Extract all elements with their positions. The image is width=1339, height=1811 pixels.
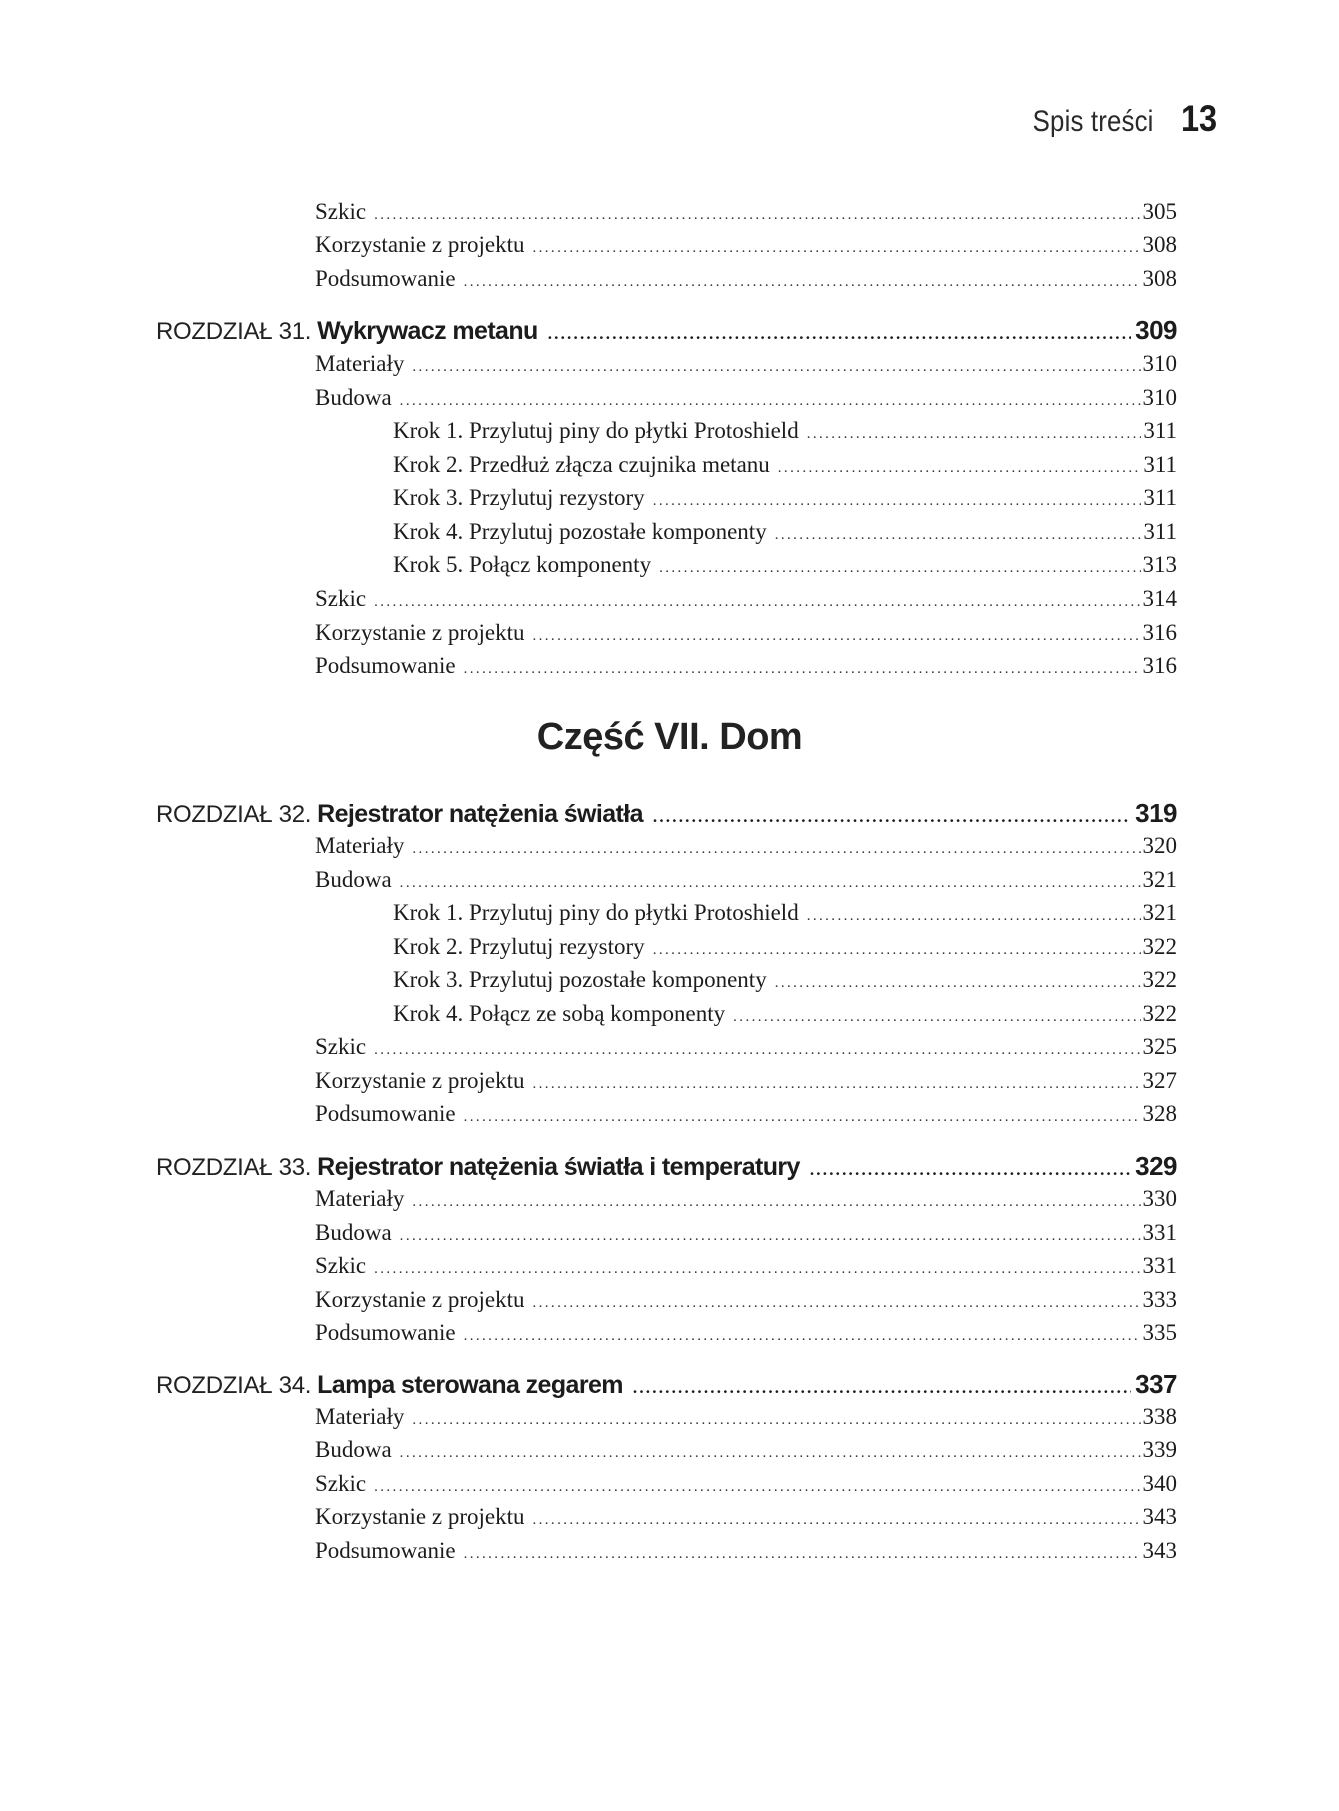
toc-entry-label: Korzystanie z projektu	[315, 1504, 525, 1529]
dot-leader	[778, 453, 1142, 483]
part-title: Część VII. Dom	[536, 716, 803, 758]
chapter-number: ROZDZIAŁ 33.	[156, 1154, 312, 1181]
toc-entry-label: Podsumowanie	[315, 653, 456, 678]
dot-leader	[464, 654, 1141, 684]
toc-entry-page: 320	[1142, 833, 1177, 858]
toc-entry-page: 343	[1142, 1538, 1177, 1563]
toc-entry	[315, 1066, 1177, 1099]
dot-leader	[400, 868, 1141, 898]
dot-leader	[653, 486, 1142, 516]
toc-entry-label: Materiały	[315, 1404, 405, 1429]
dot-leader	[374, 1035, 1140, 1065]
dot-leader	[653, 935, 1141, 965]
dot-leader	[400, 386, 1141, 416]
toc-entry-label: Podsumowanie	[315, 1538, 456, 1563]
dot-leader	[775, 520, 1142, 550]
toc-entry-page: 311	[1143, 418, 1177, 443]
toc-step-entry	[393, 965, 1177, 998]
toc-entry	[315, 197, 1177, 230]
toc-entry	[315, 349, 1177, 382]
toc-entry-label: Korzystanie z projektu	[315, 620, 525, 645]
dot-leader	[374, 587, 1140, 617]
toc-entry-page: 335	[1142, 1320, 1177, 1345]
toc-entry-label: Szkic	[315, 1253, 367, 1278]
toc-entry-label: Budowa	[315, 385, 392, 410]
toc-entry-label: Szkic	[315, 586, 367, 611]
chapter-heading-31	[156, 313, 1177, 351]
dot-leader	[807, 901, 1141, 931]
toc-entry-page: 311	[1143, 452, 1177, 477]
dot-leader	[400, 1438, 1141, 1468]
toc-entry-page: 316	[1142, 620, 1177, 645]
toc-entry-label: Materiały	[315, 351, 405, 376]
toc-entry-page: 343	[1142, 1504, 1177, 1529]
toc-entry-label: Krok 5. Połącz komponenty	[393, 552, 652, 577]
toc-entry-page: 333	[1142, 1287, 1177, 1312]
toc-entry	[315, 651, 1177, 684]
toc-entry	[315, 1536, 1177, 1569]
toc-entry-label: Korzystanie z projektu	[315, 1068, 525, 1093]
toc-entry-page: 322	[1142, 934, 1177, 959]
dot-leader	[374, 1254, 1140, 1284]
dot-leader	[532, 233, 1140, 263]
dot-leader	[810, 1153, 1131, 1187]
toc-entry-label: Krok 3. Przylutuj rezystory	[393, 485, 645, 510]
toc-entry-page: 311	[1143, 519, 1177, 544]
toc-entry-label: Materiały	[315, 1186, 405, 1211]
toc-entry	[315, 1402, 1177, 1435]
dot-leader	[464, 267, 1141, 297]
chapter-number: ROZDZIAŁ 34.	[156, 1372, 312, 1399]
toc-entry-label: Podsumowanie	[315, 1320, 456, 1345]
toc-step-entry	[393, 898, 1177, 931]
dot-leader	[464, 1321, 1141, 1351]
toc-entry	[315, 865, 1177, 898]
toc-entry-page: 328	[1142, 1101, 1177, 1126]
toc-entry-page: 330	[1142, 1186, 1177, 1211]
toc-entry	[315, 264, 1177, 297]
dot-leader	[374, 1472, 1140, 1502]
toc-step-entry	[393, 932, 1177, 965]
toc-entry-page: 305	[1142, 199, 1177, 224]
toc-entry-label: Krok 3. Przylutuj pozostałe komponenty	[393, 967, 767, 992]
toc-entry-label: Szkic	[315, 199, 367, 224]
chapter-number: ROZDZIAŁ 31.	[156, 318, 312, 345]
toc-entry-page: 314	[1142, 586, 1177, 611]
toc-entry-page: 321	[1142, 900, 1177, 925]
running-head	[1013, 98, 1217, 140]
toc-entry-label: Podsumowanie	[315, 266, 456, 291]
chapter-number: ROZDZIAŁ 32.	[156, 801, 312, 828]
toc-entry	[315, 1032, 1177, 1065]
toc-entry	[315, 383, 1177, 416]
toc-entry-page: 322	[1142, 1001, 1177, 1026]
toc-entry	[315, 584, 1177, 617]
dot-leader	[775, 968, 1141, 998]
toc-entry-label: Budowa	[315, 867, 392, 892]
toc-entry-page: 310	[1142, 351, 1177, 376]
toc-step-entry	[393, 483, 1177, 516]
toc-entry	[315, 1285, 1177, 1318]
dot-leader	[412, 1405, 1140, 1435]
toc-entry	[315, 1502, 1177, 1535]
dot-leader	[412, 1187, 1140, 1217]
toc-entry-page: 311	[1143, 485, 1177, 510]
toc-entry-page: 308	[1142, 232, 1177, 257]
chapter-page: 309	[1135, 315, 1177, 345]
running-head-title: Spis treści	[1032, 105, 1154, 138]
toc-entry	[315, 1251, 1177, 1284]
dot-leader	[653, 800, 1131, 834]
toc-entry-label: Krok 1. Przylutuj piny do płytki Protoshield	[393, 900, 799, 925]
toc-entry-page: 316	[1142, 653, 1177, 678]
chapter-page: 329	[1135, 1151, 1177, 1181]
toc-entry-page: 327	[1142, 1068, 1177, 1093]
toc-entry-page: 321	[1142, 867, 1177, 892]
toc-step-entry	[393, 550, 1177, 583]
dot-leader	[400, 1221, 1141, 1251]
toc-entry-page: 325	[1142, 1034, 1177, 1059]
toc-step-entry	[393, 450, 1177, 483]
toc-entry	[315, 1469, 1177, 1502]
toc-entry-label: Materiały	[315, 833, 405, 858]
dot-leader	[532, 1288, 1140, 1318]
page-number: 13	[1180, 98, 1217, 139]
toc-entry-page: 310	[1142, 385, 1177, 410]
dot-leader	[412, 834, 1140, 864]
chapter-title: Rejestrator natężenia światła	[317, 800, 643, 828]
toc-entry-page: 313	[1142, 552, 1177, 577]
chapter-title: Lampa sterowana zegarem	[317, 1371, 623, 1399]
toc-entry-label: Budowa	[315, 1220, 392, 1245]
dot-leader	[633, 1371, 1131, 1405]
toc-entry-label: Krok 4. Połącz ze sobą komponenty	[393, 1001, 726, 1026]
chapter-page: 337	[1135, 1369, 1177, 1399]
toc-entry	[315, 1099, 1177, 1132]
dot-leader	[807, 419, 1142, 449]
toc-entry	[315, 1184, 1177, 1217]
toc-entry-page: 322	[1142, 967, 1177, 992]
toc-entry-label: Szkic	[315, 1034, 367, 1059]
toc-entry-label: Krok 2. Przedłuż złącza czujnika metanu	[393, 452, 770, 477]
toc-entry	[315, 1318, 1177, 1351]
chapter-heading-32	[156, 796, 1177, 834]
toc-entry-label: Podsumowanie	[315, 1101, 456, 1126]
dot-leader	[548, 317, 1131, 351]
toc-entry	[315, 618, 1177, 651]
toc-entry-page: 308	[1142, 266, 1177, 291]
dot-leader	[532, 1069, 1140, 1099]
toc-entry	[315, 1435, 1177, 1468]
toc-entry	[315, 831, 1177, 864]
toc-entry-label: Krok 1. Przylutuj piny do płytki Protoshield	[393, 418, 799, 443]
toc-step-entry	[393, 999, 1177, 1032]
toc-entry-page: 339	[1142, 1437, 1177, 1462]
toc-entry	[315, 230, 1177, 263]
dot-leader	[464, 1539, 1141, 1569]
dot-leader	[532, 621, 1140, 651]
toc-entry-page: 340	[1142, 1471, 1177, 1496]
dot-leader	[464, 1102, 1141, 1132]
toc-step-entry	[393, 416, 1177, 449]
chapter-page: 319	[1135, 798, 1177, 828]
toc-step-entry	[393, 517, 1177, 550]
dot-leader	[532, 1505, 1140, 1535]
toc-entry-label: Szkic	[315, 1471, 367, 1496]
chapter-title: Rejestrator natężenia światła i temperatury	[317, 1153, 800, 1181]
toc-entry-label: Krok 2. Przylutuj rezystory	[393, 934, 645, 959]
dot-leader	[733, 1002, 1140, 1032]
dot-leader	[412, 352, 1140, 382]
toc-entry-label: Budowa	[315, 1437, 392, 1462]
toc-entry-page: 331	[1142, 1253, 1177, 1278]
dot-leader	[659, 553, 1140, 583]
chapter-title: Wykrywacz metanu	[317, 317, 538, 345]
chapter-heading-33	[156, 1149, 1177, 1187]
chapter-heading-34	[156, 1367, 1177, 1405]
dot-leader	[374, 200, 1140, 230]
toc-entry-label: Korzystanie z projektu	[315, 232, 525, 257]
toc-entry	[315, 1218, 1177, 1251]
toc-entry-label: Korzystanie z projektu	[315, 1287, 525, 1312]
toc-entry-page: 338	[1142, 1404, 1177, 1429]
toc-entry-label: Krok 4. Przylutuj pozostałe komponenty	[393, 519, 767, 544]
toc-entry-page: 331	[1142, 1220, 1177, 1245]
